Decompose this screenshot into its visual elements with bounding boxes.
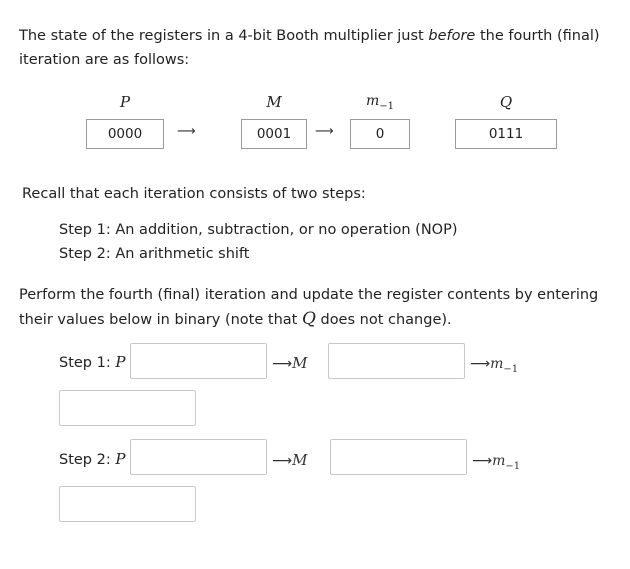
step1-m-input[interactable] [328,343,465,379]
step1-answer-label: Step 1: P [59,353,126,371]
arrow-right-icon: ⟶ [177,124,196,139]
arrow-right-icon: ⟶ [315,124,334,139]
register-label-m-minus-1: $m_{-1}$ [365,93,395,112]
register-label-p: P [119,93,131,111]
step2-answer-label: Step 2: P [59,450,126,468]
step1-description: Step 1: An addition, subtraction, or no operation (NOP) [59,222,458,238]
step2-m-input[interactable] [330,439,467,475]
intro-part1: The state of the registers in a 4-bit Booth multiplier just [19,28,429,44]
register-q-box [455,119,557,149]
step2-m-minus-1-input[interactable] [59,486,196,522]
register-q-value: 0111 [488,126,524,142]
step1-arrow-m: ⟶M [272,354,308,372]
intro-part2: the fourth (final) iteration are as follows: [19,28,600,68]
arrow-right-icon: ⟶ [470,356,491,372]
intro-emphasis: before [428,28,476,44]
step2-arrow-m-minus-1: $⟶m_{-1}$ [472,453,521,472]
q-math: Q [301,309,316,329]
register-m-value: 0001 [256,126,292,142]
register-m-minus-1-value: 0 [375,126,385,142]
register-m-box [241,119,307,149]
intro-text [19,24,609,72]
step1-arrow-m-minus-1: $⟶m_{-1}$ [470,356,519,375]
register-m-minus-1-box [350,119,410,149]
step2-description: Step 2: An arithmetic shift [59,246,250,262]
recall-text: Recall that each iteration consists of two steps: [22,186,366,202]
register-p-value: 0000 [107,126,143,142]
perform-instructions: Perform the fourth (final) iteration and update the register contents by entering their values below in binary (note that Q does not change). [19,287,599,329]
arrow-right-icon: ⟶ [272,453,293,469]
register-label-q: Q [499,93,513,111]
arrow-right-icon: ⟶ [272,356,293,372]
step1-p-input[interactable] [130,343,267,379]
register-label-m: M [266,93,282,111]
arrow-right-icon: ⟶ [472,453,493,469]
register-p-box [86,119,164,149]
step2-p-input[interactable] [130,439,267,475]
step2-arrow-m: ⟶M [272,451,308,469]
step1-m-minus-1-input[interactable] [59,390,196,426]
